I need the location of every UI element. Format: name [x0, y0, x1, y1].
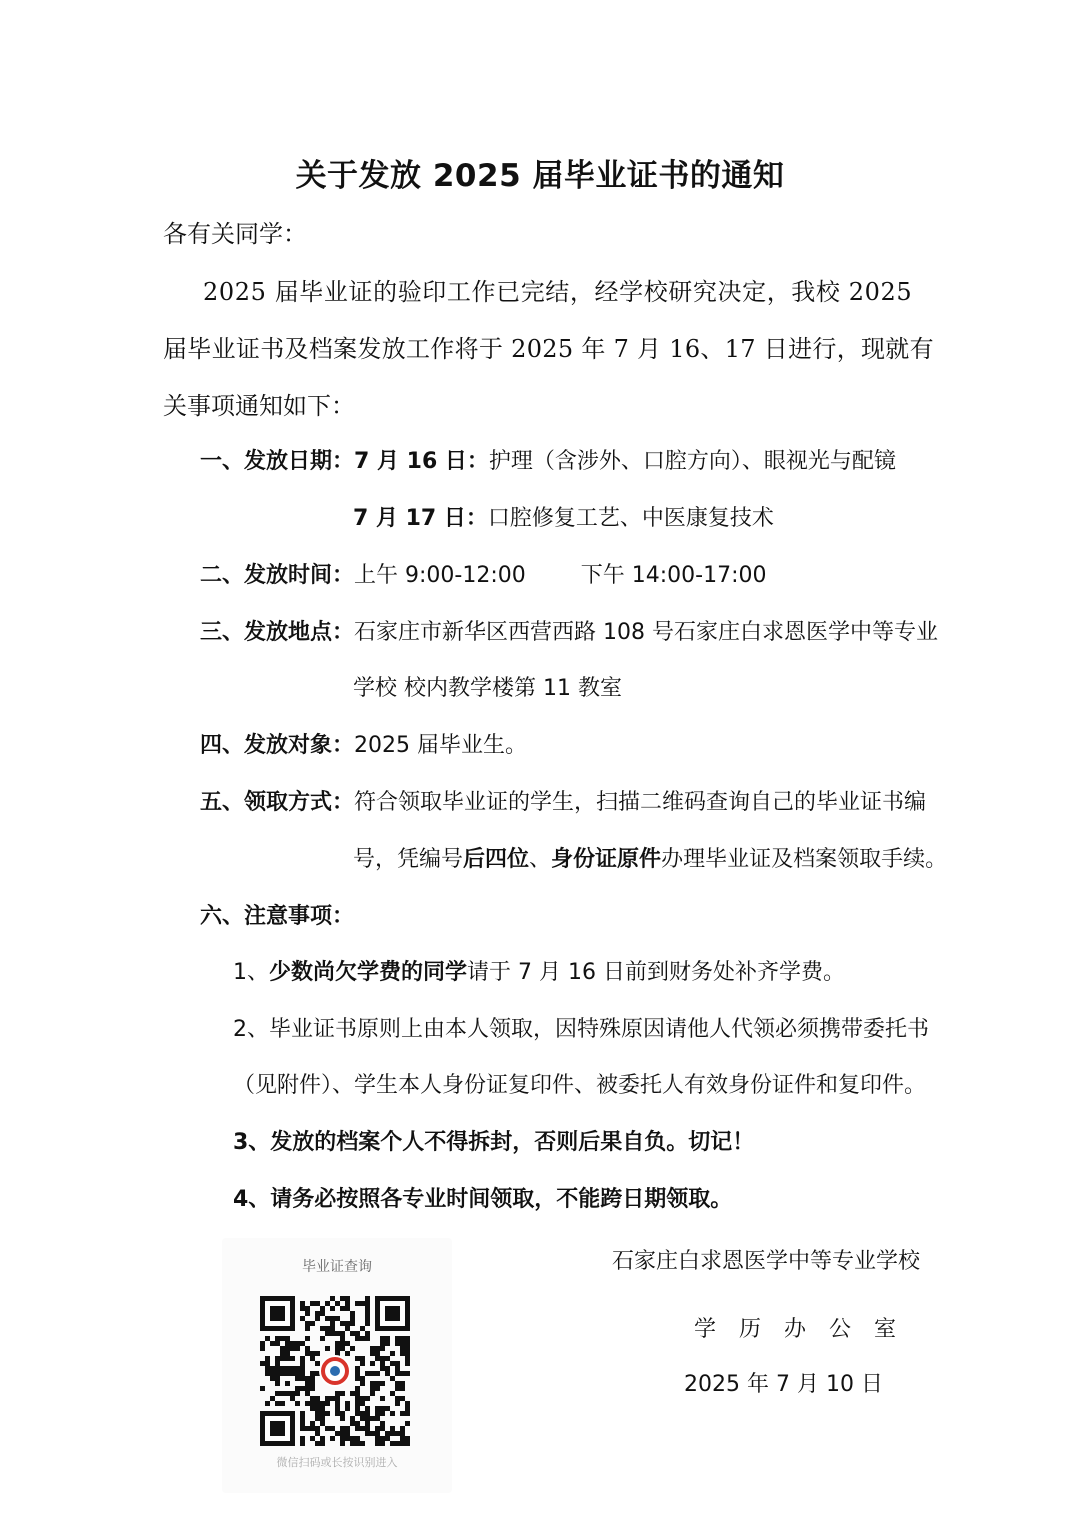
signature-org: 石家庄白求恩医学中等专业学校	[612, 1249, 921, 1274]
target-row	[200, 728, 527, 759]
place-line-1: 石家庄市新华区西营西路 108 号石家庄白求恩医学中等专业	[354, 620, 938, 645]
time-label: 二、发放时间：	[200, 563, 355, 588]
date-day2-text: 口腔修复工艺、中医康复技术	[487, 506, 774, 531]
qr-card	[222, 1238, 452, 1493]
note-1-num: 1、	[233, 960, 269, 985]
method-row-1	[200, 785, 926, 816]
intro-line-3: 关事项通知如下：	[163, 392, 355, 420]
method-text-id-card: 身份证原件	[551, 847, 662, 872]
note-1	[233, 955, 845, 986]
method-text-last-four: 后四位	[463, 847, 530, 872]
intro-line-1: 2025 届毕业证的验印工作已完结，经学校研究决定，我校 2025	[203, 278, 913, 306]
notice-title: 关于发放 2025 届毕业证书的通知	[295, 158, 785, 194]
qr-hint: 微信扫码或长按识别进入	[276, 1456, 398, 1469]
note-2-line-1: 2、毕业证书原则上由本人领取，因特殊原因请他人代领必须携带委托书	[233, 1017, 929, 1042]
salutation: 各有关同学：	[163, 220, 307, 248]
date-label: 一、发放日期：	[200, 449, 355, 474]
place-row-1	[200, 615, 938, 646]
date-day1-label: 7 月 16 日：	[354, 449, 489, 474]
note-1-text: 请于 7 月 16 日前到财务处补齐学费。	[467, 960, 845, 985]
qr-title: 毕业证查询	[302, 1259, 372, 1275]
date-day2-label: 7 月 17 日：	[353, 506, 488, 531]
target-label: 四、发放对象：	[200, 733, 355, 758]
note-2-line-2: （见附件）、学生本人身份证复印件、被委托人有效身份证件和复印件。	[233, 1073, 927, 1098]
signature-date: 2025 年 7 月 10 日	[684, 1372, 883, 1397]
note-4: 4、请务必按照各专业时间领取，不能跨日期领取。	[233, 1187, 733, 1212]
time-row	[200, 558, 767, 589]
time-afternoon: 下午 14:00-17:00	[580, 563, 767, 588]
method-row-2	[353, 842, 947, 873]
notes-label: 六、注意事项：	[200, 904, 355, 929]
qr-code-image[interactable]	[260, 1296, 410, 1446]
note-1-bold: 少数尚欠学费的同学	[269, 960, 468, 985]
time-morning: 上午 9:00-12:00	[354, 563, 526, 588]
date-row-1	[200, 444, 896, 475]
place-row-2: 学校 校内教学楼第 11 教室	[353, 676, 622, 701]
method-label: 五、领取方式：	[200, 790, 355, 815]
target-text: 2025 届毕业生。	[354, 733, 527, 758]
note-3: 3、发放的档案个人不得拆封，否则后果自负。切记！	[233, 1130, 755, 1155]
date-row-2	[353, 501, 774, 532]
place-label: 三、发放地点：	[200, 620, 355, 645]
date-day1-text: 护理（含涉外、口腔方向）、眼视光与配镜	[488, 449, 896, 474]
intro-line-2: 届毕业证书及档案发放工作将于 2025 年 7 月 16、17 日进行，现就有	[163, 335, 934, 363]
signature-office: 学 历 办 公 室	[694, 1317, 904, 1342]
method-text-e: 办理毕业证及档案领取手续。	[661, 847, 948, 872]
method-text-a: 号，凭编号	[353, 847, 464, 872]
method-text-sep: 、	[529, 847, 552, 872]
method-line-1: 符合领取毕业证的学生，扫描二维码查询自己的毕业证书编	[354, 790, 927, 815]
